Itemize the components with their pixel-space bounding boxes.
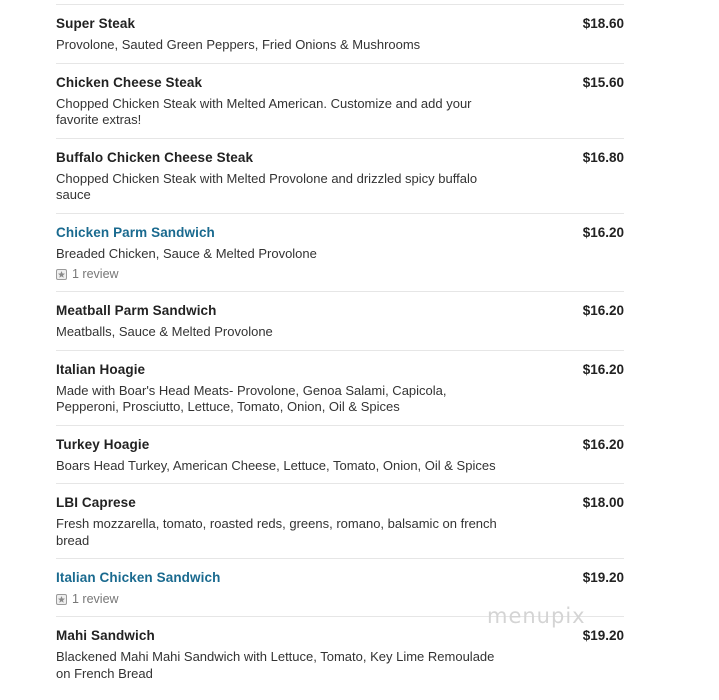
review-star-icon <box>56 594 67 605</box>
item-description: Chopped Chicken Steak with Melted American. Customize and add your favorite extras! <box>56 95 472 127</box>
menu-item-chicken-parm-sandwich <box>56 214 624 293</box>
item-name: Italian Hoagie <box>56 361 146 377</box>
review-link[interactable] <box>56 266 624 282</box>
item-description: Meatballs, Sauce & Melted Provolone <box>56 324 273 339</box>
item-price: $16.80 <box>582 149 624 165</box>
menu-item-italian-hoagie <box>56 351 624 426</box>
menu-item-super-steak <box>56 5 624 64</box>
item-description: Blackened Mahi Mahi Sandwich with Lettuce, Tomato, Key Lime Remoulade on French Bread <box>56 649 495 681</box>
item-price: $18.60 <box>582 16 624 31</box>
item-description: Breaded Chicken, Sauce & Melted Provolone <box>56 245 317 261</box>
item-name: Meatball Parm Sandwich <box>56 303 217 318</box>
item-description: Made with Boar's Head Meats- Provolone, Genoa Salami, Capicola, Pepperoni, Prosciutto, Lettuce, Tomato, Onion, Oil & Spices <box>56 382 447 414</box>
item-name: LBI Caprese <box>56 495 136 510</box>
item-name: Super Steak <box>56 16 136 31</box>
review-count: 1 review <box>72 592 119 606</box>
item-description: Boars Head Turkey, American Cheese, Lettuce, Tomato, Onion, Oil & Spices <box>56 457 496 473</box>
item-name-link[interactable]: Chicken Parm Sandwich <box>56 224 215 240</box>
item-price: $16.20 <box>582 361 624 377</box>
item-name: Turkey Hoagie <box>56 436 150 452</box>
menu-item-buffalo-chicken-cheese-steak <box>56 139 624 214</box>
menu-item-chicken-cheese-steak <box>56 64 624 139</box>
menu-item-turkey-hoagie <box>56 426 624 485</box>
item-price: $19.20 <box>582 570 624 585</box>
item-price: $16.20 <box>582 303 624 318</box>
item-description: Fresh mozzarella, tomato, roasted reds, greens, romano, balsamic on french bread <box>56 516 497 548</box>
menu-item-meatball-parm-sandwich <box>56 292 624 351</box>
item-price: $19.20 <box>582 628 624 643</box>
item-price: $16.20 <box>582 224 624 240</box>
item-name: Chicken Cheese Steak <box>56 74 203 90</box>
item-name: Buffalo Chicken Cheese Steak <box>56 149 254 165</box>
review-count: 1 review <box>72 267 119 281</box>
menupix-watermark: menupix <box>487 604 586 628</box>
item-price: $18.00 <box>582 495 624 510</box>
item-price: $16.20 <box>582 436 624 452</box>
menu-list <box>56 4 624 691</box>
item-name-link[interactable]: Italian Chicken Sandwich <box>56 570 221 585</box>
item-description: Chopped Chicken Steak with Melted Provolone and drizzled spicy buffalo sauce <box>56 170 478 202</box>
item-price: $15.60 <box>582 74 624 90</box>
review-star-icon <box>56 269 67 280</box>
item-name: Mahi Sandwich <box>56 628 155 643</box>
menu-item-lbi-caprese <box>56 484 624 559</box>
menu-item-mahi-sandwich <box>56 617 624 691</box>
item-description: Provolone, Sauted Green Peppers, Fried Onions & Mushrooms <box>56 37 421 52</box>
